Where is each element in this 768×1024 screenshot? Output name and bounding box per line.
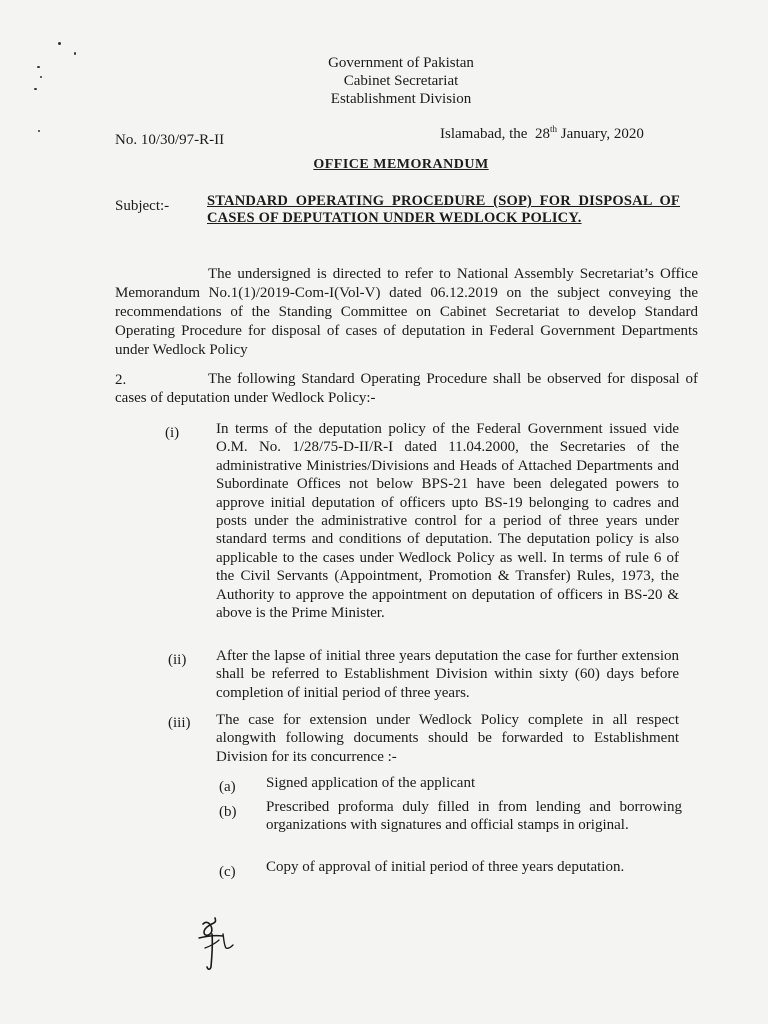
date-superscript: th [549, 124, 557, 134]
header-line-division: Establishment Division [330, 91, 472, 107]
subitem-c-number: (c) [219, 864, 236, 880]
header-line-government: Government of Pakistan [328, 55, 474, 71]
office-memorandum-title: OFFICE MEMORANDUM [313, 157, 489, 172]
date-text-suffix: January, 2020 [556, 126, 644, 142]
item-iii-number: (iii) [168, 715, 191, 731]
paragraph-2-number: 2. [115, 372, 127, 388]
header-line-secretariat: Cabinet Secretariat [343, 73, 459, 89]
scan-speck [38, 130, 40, 132]
item-iii-text: The case for extension under Wedlock Policy complete in all respect alongwith following documents should be forwarded to Establishment Division for its concurrence :- [216, 712, 679, 765]
subitem-a-number: (a) [219, 779, 236, 795]
item-i-number: (i) [165, 425, 180, 441]
subitem-c-text: Copy of approval of initial period of three years deputation. [266, 859, 625, 875]
memo-date [440, 124, 644, 143]
scan-speck [74, 52, 76, 55]
scan-speck [40, 76, 42, 78]
subitem-a-text: Signed application of the applicant [266, 775, 476, 791]
scan-speck [34, 88, 37, 90]
item-ii-number: (ii) [168, 652, 187, 668]
item-ii-text: After the lapse of initial three years deputation the case for further extension shall be referred to Establishment Division within sixty (60) days before completion of initial period of three years. [216, 648, 679, 701]
scan-speck [58, 42, 61, 45]
handwritten-initials [193, 912, 243, 974]
item-i-text: In terms of the deputation policy of the Federal Government issued vide O.M. No. 1/28/75-D-II/R-I dated 11.04.2000, the Secretaries of the administrative Ministries/Divisions and Heads of Attached Departments and Subordinate Offices not below BPS-21 have been delegated powers to approve initial deputation of officers upto BS-19 belonging to cadres and posts under the administrative control for a period of three years under standard terms and conditions of deputation. The deputation policy is also applicable to the cases under Wedlock Policy as well. In terms of rule 6 of the Civil Servants (Appointment, Promotion & Transfer) Rules, 1973, the Authority to approve the appointment on deputation of officers in BS-20 & above is the Prime Minister. [216, 421, 679, 622]
paragraph-2-body: The following Standard Operating Procedure shall be observed for disposal of cases of deputation under Wedlock Policy:- [115, 371, 698, 406]
subitem-b-text: Prescribed proforma duly filled in from lending and borrowing organizations with signatures and official stamps in original. [266, 799, 682, 834]
memo-number: No. 10/30/97-R-II [115, 132, 225, 148]
paragraph-2-text [115, 370, 698, 408]
subject-text: STANDARD OPERATING PROCEDURE (SOP) FOR DISPOSAL OF CASES OF DEPUTATION UNDER WEDLOCK POLICY. [207, 193, 680, 226]
paragraph-1: The undersigned is directed to refer to National Assembly Secretariat’s Office Memorandum No.1(1)/2019-Com-I(Vol-V) dated 06.12.2019 on the subject conveying the recommendations of the Standing Committee on Cabinet Secretariat to develop Standard Operating Procedure for disposal of cases of deputation in Federal Government Departments under Wedlock Policy [115, 266, 698, 358]
subject-label: Subject:- [115, 198, 170, 214]
scan-speck [37, 66, 40, 68]
date-text: Islamabad, the 28 [440, 126, 550, 142]
subitem-b-number: (b) [219, 804, 237, 820]
